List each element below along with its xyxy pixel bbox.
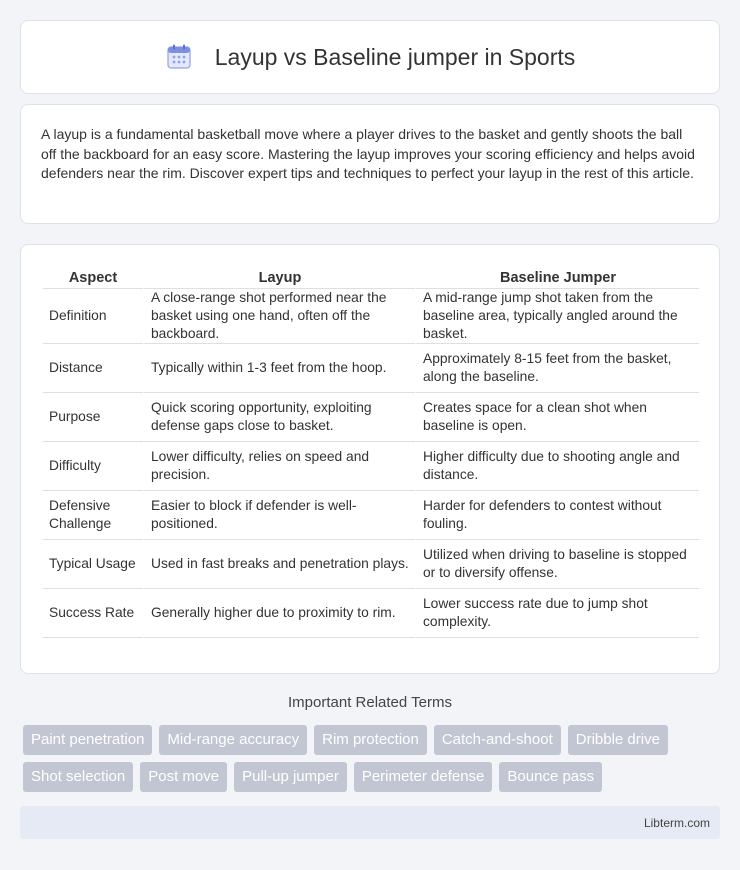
cell-jumper: Harder for defenders to contest without fouling. [415,491,699,540]
cell-jumper: Approximately 8-15 feet from the basket, along the baseline. [415,344,699,393]
cell-aspect: Success Rate [43,589,143,638]
tag-perimeter-defense[interactable]: Perimeter defense [354,762,493,792]
footer-site-link[interactable]: Libterm.com [643,815,710,830]
tag-shot-selection[interactable]: Shot selection [23,762,133,792]
cell-jumper: Creates space for a clean shot when baseline is open. [415,393,699,442]
tag-pull-up-jumper[interactable]: Pull-up jumper [234,762,347,792]
comparison-table-card [20,244,720,674]
related-terms-list [23,725,723,799]
cell-aspect: Purpose [43,393,143,442]
tag-bounce-pass[interactable]: Bounce pass [499,762,602,792]
header-card [20,20,720,94]
cell-jumper: Higher difficulty due to shooting angle and distance. [415,442,699,491]
tag-row [23,762,723,792]
cell-aspect: Typical Usage [43,540,143,589]
tag-row [23,725,723,755]
header-aspect: Aspect [43,263,143,289]
cell-jumper: Lower success rate due to jump shot complexity. [415,589,699,638]
cell-layup: Generally higher due to proximity to rim. [143,589,415,638]
header-baseline-jumper: Baseline Jumper [415,263,699,289]
cell-layup: Used in fast breaks and penetration plays. [143,540,415,589]
table-row [43,589,699,638]
tag-catch-and-shoot[interactable]: Catch-and-shoot [434,725,561,755]
tag-mid-range-accuracy[interactable]: Mid-range accuracy [159,725,307,755]
tag-dribble-drive[interactable]: Dribble drive [568,725,668,755]
footer [20,806,720,839]
table-header-row [43,263,699,289]
cell-aspect: Distance [43,344,143,393]
tag-rim-protection[interactable]: Rim protection [314,725,427,755]
cell-jumper: A mid-range jump shot taken from the baseline area, typically angled around the basket. [415,289,699,344]
cell-aspect: Difficulty [43,442,143,491]
header-layup: Layup [143,263,415,289]
cell-layup: Easier to block if defender is well-positioned. [143,491,415,540]
table-row [43,344,699,393]
comparison-table [43,263,699,638]
table-row [43,393,699,442]
cell-layup: Lower difficulty, relies on speed and precision. [143,442,415,491]
cell-aspect: Definition [43,289,143,344]
table-row [43,491,699,540]
tag-post-move[interactable]: Post move [140,762,227,792]
tag-paint-penetration[interactable]: Paint penetration [23,725,152,755]
calendar-icon [165,43,193,71]
intro-text: A layup is a fundamental basketball move where a player drives to the basket and gently shoots the ball off the backboard for an easy score. Mastering the layup improves your scoring efficiency and helps avoid defenders near the rim. Discover expert tips and techniques to perfect your layup in the rest of this article. [41,126,695,181]
table-row [43,289,699,344]
table-row [43,442,699,491]
table-row [43,540,699,589]
cell-layup: Typically within 1-3 feet from the hoop. [143,344,415,393]
cell-jumper: Utilized when driving to baseline is stopped or to diversify offense. [415,540,699,589]
related-terms-title: Important Related Terms [288,694,452,711]
cell-layup: A close-range shot performed near the basket using one hand, often off the backboard. [143,289,415,344]
cell-layup: Quick scoring opportunity, exploiting defense gaps close to basket. [143,393,415,442]
page-title: Layup vs Baseline jumper in Sports [214,43,576,70]
cell-aspect: Defensive Challenge [43,491,143,540]
intro-card [20,104,720,224]
